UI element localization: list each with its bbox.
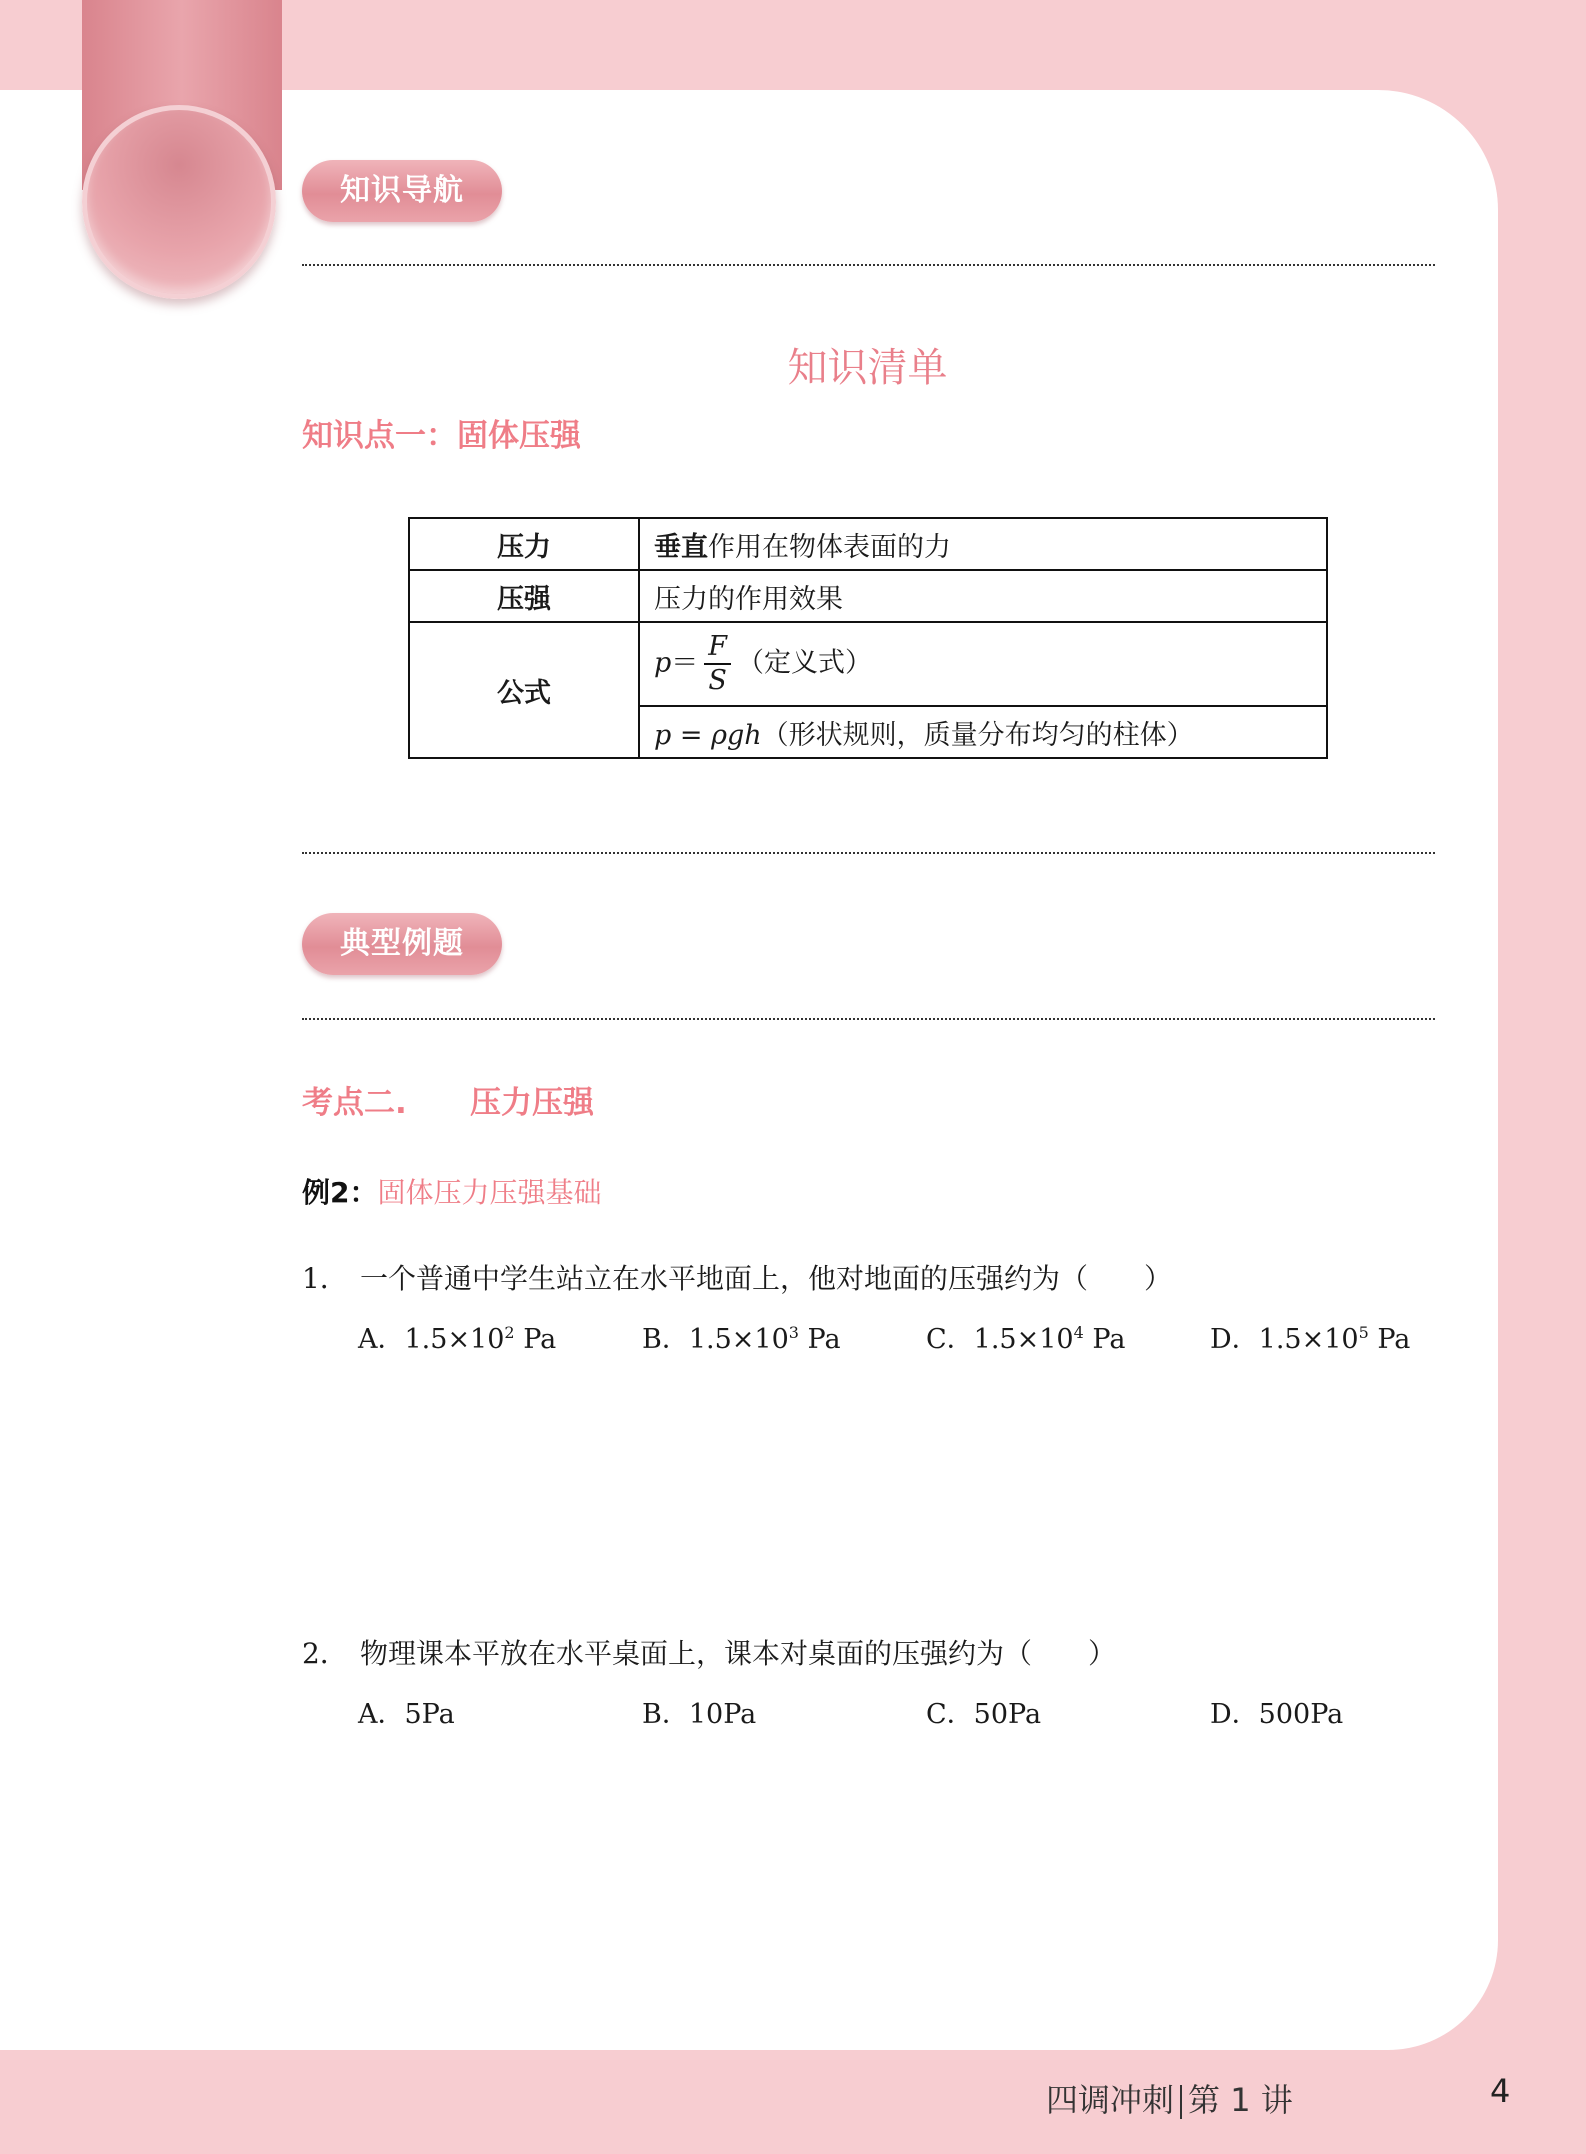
exam-point-label: 考点二. (302, 1085, 407, 1121)
option-text: 500Pa (1258, 1699, 1344, 1730)
footer-series-title (1046, 2075, 1293, 2121)
fraction (704, 631, 731, 697)
option-a[interactable] (358, 1317, 556, 1356)
formula-equals: ＝ (671, 647, 699, 679)
option-base: 1.5×10 (404, 1324, 505, 1355)
option-b[interactable] (642, 1692, 756, 1731)
option-exponent: 4 (1073, 1323, 1084, 1342)
option-letter: A． (358, 1699, 405, 1730)
example-title: 固体压力压强基础 (377, 1176, 602, 1209)
table-row (409, 518, 1327, 570)
option-letter: C． (926, 1324, 974, 1355)
option-base: 1.5×10 (688, 1324, 789, 1355)
fraction-numerator: F (704, 631, 731, 665)
option-letter: D． (1210, 1699, 1259, 1730)
option-text: 10Pa (688, 1699, 757, 1730)
option-unit: Pa (798, 1324, 841, 1355)
dotted-divider (302, 264, 1435, 266)
dotted-divider (302, 852, 1435, 854)
knowledge-list-title: 知识清单 (787, 345, 948, 391)
typical-examples-pill: 典型例题 (302, 913, 502, 975)
option-a[interactable] (358, 1692, 455, 1731)
knowledge-table (408, 517, 1328, 759)
formula-symbol-p: p (654, 719, 672, 751)
footer-lecture: 第 1 讲 (1188, 2081, 1293, 2119)
option-unit: Pa (1083, 1324, 1126, 1355)
option-letter: C． (926, 1699, 974, 1730)
question-number: 2． (302, 1637, 348, 1670)
table-label-pressure: 压力 (409, 518, 639, 570)
formula-equals: = (671, 719, 712, 751)
option-exponent: 2 (504, 1323, 515, 1342)
formula-note: （定义式） (737, 647, 873, 679)
question-1 (302, 1257, 1172, 1297)
footer-series: 四调冲刺 (1046, 2081, 1175, 2119)
option-base: 1.5×10 (973, 1324, 1074, 1355)
knowledge-nav-pill: 知识导航 (302, 160, 502, 222)
example-label: 例2： (302, 1176, 378, 1209)
option-b[interactable] (642, 1317, 841, 1356)
option-exponent: 3 (788, 1323, 799, 1342)
table-label-pressure-intensity: 压强 (409, 570, 639, 622)
table-label-formula: 公式 (409, 622, 639, 758)
question-2 (302, 1632, 1116, 1672)
dotted-divider (302, 1018, 1435, 1020)
question-number: 1． (302, 1262, 348, 1295)
option-letter: A． (358, 1324, 405, 1355)
table-row (409, 570, 1327, 622)
table-value-pressure (639, 518, 1327, 570)
decorative-circle-badge (82, 105, 276, 299)
table-row (409, 622, 1327, 706)
page-number: 4 (1490, 2072, 1511, 2110)
option-unit: Pa (514, 1324, 557, 1355)
formula-symbol-p: p (654, 647, 672, 679)
option-base: 1.5×10 (1258, 1324, 1359, 1355)
option-text: 5Pa (404, 1699, 455, 1730)
table-value-pressure-intensity: 压力的作用效果 (639, 570, 1327, 622)
formula-note: （形状规则，质量分布均匀的柱体） (761, 719, 1194, 751)
option-unit: Pa (1368, 1324, 1411, 1355)
option-letter: B． (642, 1699, 689, 1730)
formula-definition (639, 622, 1327, 706)
option-d[interactable] (1210, 1317, 1410, 1356)
table-value-text: 作用在物体表面的力 (708, 531, 951, 563)
question-text: 物理课本平放在水平桌面上，课本对桌面的压强约为（ ） (360, 1637, 1117, 1670)
option-c[interactable] (926, 1692, 1041, 1731)
formula-liquid-column (639, 706, 1327, 758)
question-text: 一个普通中学生站立在水平地面上，他对地面的压强约为（ ） (360, 1262, 1173, 1295)
example-heading (302, 1171, 602, 1211)
option-exponent: 5 (1358, 1323, 1369, 1342)
option-d[interactable] (1210, 1692, 1343, 1731)
footer-separator (1180, 2085, 1182, 2119)
option-letter: B． (642, 1324, 689, 1355)
formula-rhs: ρgh (711, 719, 762, 751)
option-c[interactable] (926, 1317, 1125, 1356)
bold-keyword: 垂直 (654, 531, 708, 563)
option-letter: D． (1210, 1324, 1259, 1355)
exam-point-title: 压力压强 (470, 1085, 594, 1121)
option-text: 50Pa (973, 1699, 1042, 1730)
knowledge-point-heading: 知识点一：固体压强 (302, 418, 581, 454)
fraction-denominator: S (708, 665, 727, 696)
